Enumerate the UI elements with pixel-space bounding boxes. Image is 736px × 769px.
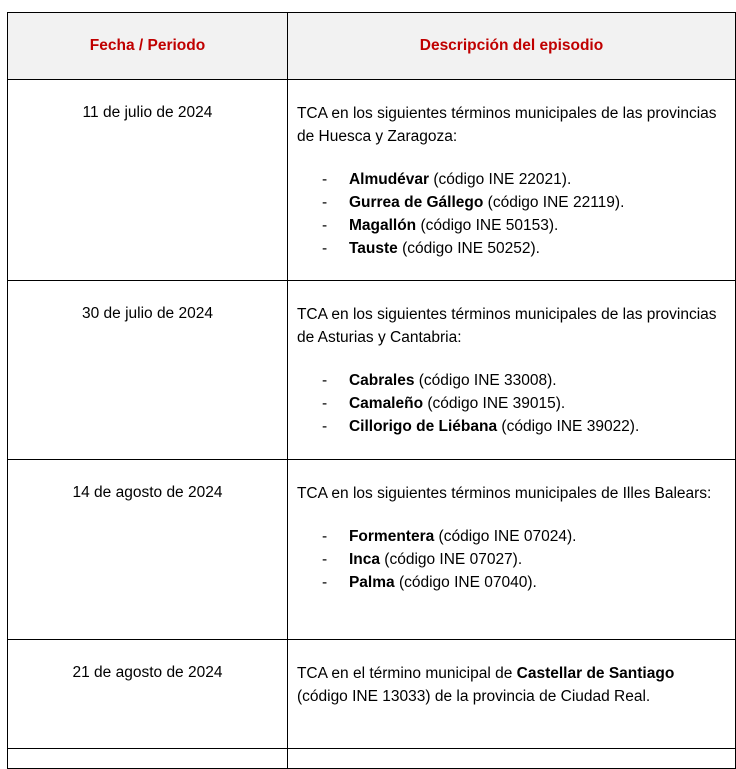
ine-code: (código INE 39015). — [423, 395, 566, 412]
municipality-list — [297, 525, 725, 594]
list-item — [297, 191, 725, 214]
list-item — [297, 571, 725, 594]
header-date: Fecha / Periodo — [8, 13, 288, 80]
municipality-name: Cabrales — [348, 372, 415, 389]
list-item — [297, 214, 725, 237]
ine-code: (código INE 22119). — [483, 194, 625, 211]
municipality-name: Camaleño — [348, 395, 424, 412]
ine-code: (código INE 33008). — [414, 372, 557, 389]
municipality-name: Magallón — [348, 217, 417, 234]
list-item — [297, 548, 725, 571]
empty-cell — [8, 749, 288, 769]
list-item — [297, 415, 725, 438]
episode-date: 11 de julio de 2024 — [8, 80, 288, 281]
bullet-dash: - — [321, 551, 328, 568]
bullet-dash: - — [321, 372, 328, 389]
bullet-dash: - — [321, 418, 328, 435]
table-row — [8, 80, 736, 281]
empty-cell — [287, 749, 735, 769]
list-item — [297, 237, 725, 260]
description-text: (código INE 13033) de la provincia de Ciudad Real. — [296, 688, 651, 705]
table-row — [8, 460, 736, 640]
municipality-list — [297, 168, 725, 260]
bullet-dash: - — [321, 194, 328, 211]
episode-intro: TCA en los siguientes términos municipales de las provincias de Huesca y Zaragoza: — [296, 105, 717, 145]
header-description: Descripción del episodio — [287, 13, 735, 80]
episode-intro — [297, 662, 725, 708]
list-item — [297, 369, 725, 392]
episodes-table — [7, 12, 736, 769]
municipality-name: Tauste — [348, 240, 398, 257]
bullet-dash: - — [321, 171, 328, 188]
ine-code: (código INE 07040). — [394, 574, 537, 591]
episode-date: 14 de agosto de 2024 — [8, 460, 288, 640]
municipality-name: Formentera — [348, 528, 435, 545]
table-header-row — [8, 13, 736, 80]
ine-code: (código INE 07024). — [434, 528, 577, 545]
list-item — [297, 525, 725, 548]
episode-date: 21 de agosto de 2024 — [8, 640, 288, 749]
list-item — [297, 392, 725, 415]
ine-code: (código INE 07027). — [379, 551, 523, 568]
municipality-name: Palma — [348, 574, 395, 591]
episode-intro: TCA en los siguientes términos municipales de las provincias de Asturias y Cantabria: — [296, 306, 717, 346]
municipality-name: Cillorigo de Liébana — [348, 418, 498, 435]
episode-description — [287, 281, 735, 460]
bullet-dash: - — [321, 217, 328, 234]
list-item — [297, 168, 725, 191]
ine-code: (código INE 22021). — [429, 171, 572, 188]
ine-code: (código INE 50153). — [416, 217, 559, 234]
bullet-dash: - — [321, 240, 328, 257]
municipality-name: Castellar de Santiago — [516, 665, 675, 682]
ine-code: (código INE 39022). — [497, 418, 640, 435]
municipality-list — [297, 369, 725, 438]
table-row — [8, 749, 736, 769]
municipality-name: Inca — [348, 551, 380, 568]
bullet-dash: - — [321, 528, 328, 545]
municipality-name: Almudévar — [348, 171, 430, 188]
bullet-dash: - — [321, 395, 328, 412]
episode-description — [287, 460, 735, 640]
ine-code: (código INE 50252). — [397, 240, 540, 257]
episode-date: 30 de julio de 2024 — [8, 281, 288, 460]
description-text: TCA en el término municipal de — [296, 665, 517, 682]
episode-description — [287, 80, 735, 281]
episode-description — [287, 640, 735, 749]
bullet-dash: - — [321, 574, 328, 591]
table-row — [8, 281, 736, 460]
episode-intro: TCA en los siguientes términos municipales de Illes Balears: — [296, 485, 712, 502]
municipality-name: Gurrea de Gállego — [348, 194, 484, 211]
table-row — [8, 640, 736, 749]
